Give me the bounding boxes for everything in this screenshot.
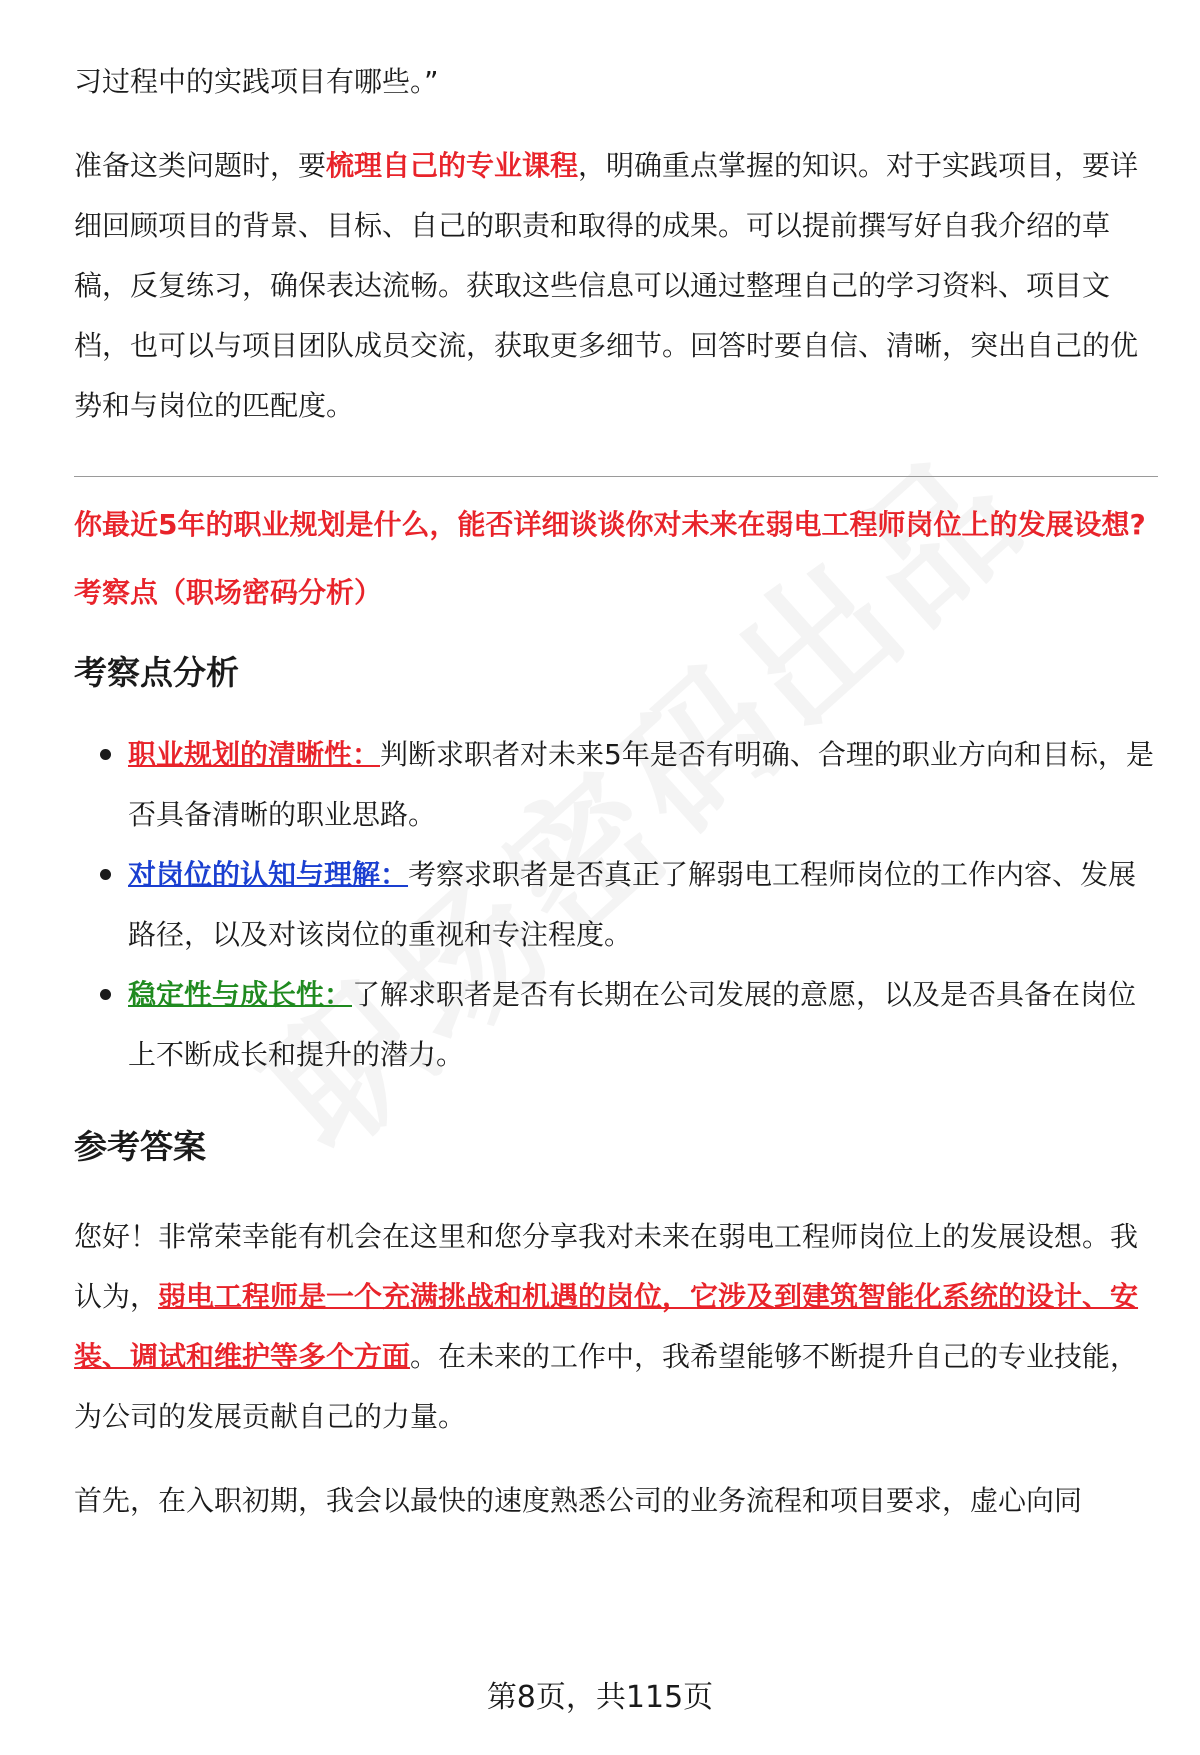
bullet-icon xyxy=(100,989,111,1000)
point-text: 判断求职者对未来5年是否有明确、合理的职业方向和目标，是否具备清晰的职业思路。 xyxy=(128,738,1154,831)
bullet-icon xyxy=(100,869,111,880)
prep-text-after: ，明确重点掌握的知识。对于实践项目，要详细回顾项目的背景、目标、自己的职责和取得的成果。可以提前撰写好自我介绍的草稿，反复练习，确保表达流畅。获取这些信息可以通过整理自己的学习资料、项目文档，也可以与项目团队成员交流，获取更多细节。回答时要自信、清晰，突出自己的优势和与岗位的匹配度。 xyxy=(74,149,1139,422)
answer-paragraph xyxy=(74,1207,1158,1447)
list-item xyxy=(74,965,1158,1085)
interview-question: 你最近5年的职业规划是什么，能否详细谈谈你对未来在弱电工程师岗位上的发展设想? xyxy=(74,508,1146,541)
analysis-heading: 考察点分析 xyxy=(74,653,239,692)
list-item xyxy=(74,845,1158,965)
answer-heading: 参考答案 xyxy=(74,1127,206,1166)
page-content xyxy=(74,52,1158,1531)
prep-paragraph xyxy=(74,136,1158,436)
intro-line: 习过程中的实践项目有哪些。” xyxy=(74,65,439,98)
point-text: 了解求职者是否有长期在公司发展的意愿，以及是否具备在岗位上不断成长和提升的潜力。 xyxy=(128,978,1137,1071)
point-text: 考察求职者是否真正了解弱电工程师岗位的工作内容、发展路径，以及对该岗位的重视和专注程度。 xyxy=(128,858,1137,951)
prep-highlight: 梳理自己的专业课程 xyxy=(326,149,579,182)
point-label: 稳定性与成长性： xyxy=(128,978,353,1011)
answer-text-after: 。在未来的工作中，我希望能够不断提升自己的专业技能，为公司的发展贡献自己的力量。 xyxy=(74,1340,1139,1433)
bullet-icon xyxy=(100,749,111,760)
point-label: 职业规划的清晰性： xyxy=(128,738,381,771)
kcd-label: 考察点（职场密码分析） xyxy=(74,576,383,609)
analysis-list xyxy=(74,725,1158,1085)
point-label: 对岗位的认知与理解： xyxy=(128,858,409,891)
answer-paragraph-2: 首先，在入职初期，我会以最快的速度熟悉公司的业务流程和项目要求，虚心向同 xyxy=(74,1484,1083,1517)
page-number: 第8页，共115页 xyxy=(486,1680,714,1715)
list-item xyxy=(74,725,1158,845)
answer-highlight: 弱电工程师是一个充满挑战和机遇的岗位，它涉及到建筑智能化系统的设计、安装、调试和维护等多个方面 xyxy=(74,1280,1139,1373)
section-divider xyxy=(74,476,1158,477)
answer-text-before: 您好！非常荣幸能有机会在这里和您分享我对未来在弱电工程师岗位上的发展设想。我认为， xyxy=(74,1220,1139,1313)
prep-text-before: 准备这类问题时，要 xyxy=(74,149,327,182)
